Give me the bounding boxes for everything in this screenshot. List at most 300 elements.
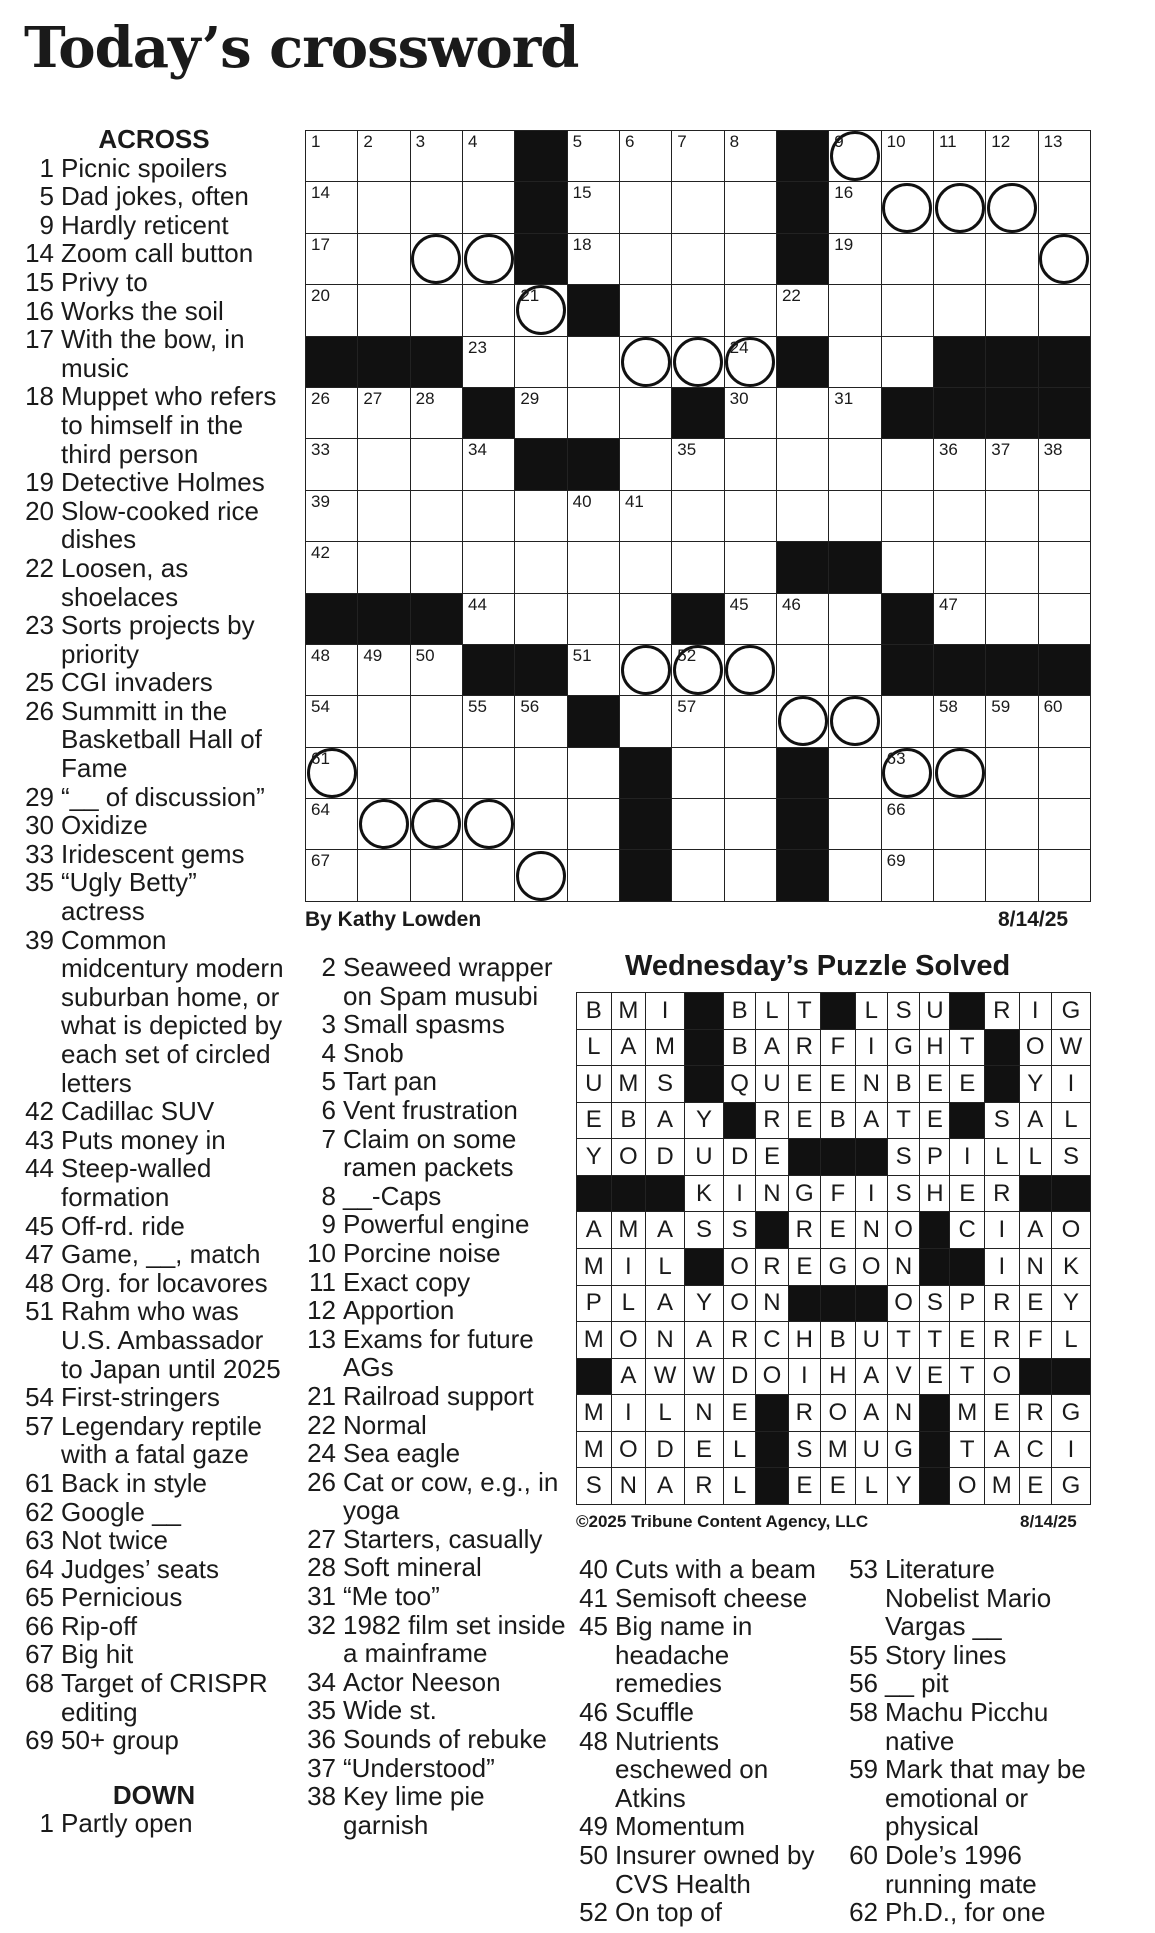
clue-text: Powerful engine — [343, 1209, 530, 1240]
black-square — [881, 644, 933, 695]
grid-cell[interactable] — [619, 542, 671, 593]
cell-number: 51 — [572, 645, 592, 665]
grid-cell[interactable] — [306, 387, 358, 438]
black-square — [515, 233, 567, 284]
grid-cell[interactable] — [306, 490, 358, 541]
grid-cell[interactable] — [358, 387, 410, 438]
grid-cell[interactable] — [881, 336, 933, 387]
grid-cell[interactable] — [306, 799, 358, 850]
clue-text: Literature Nobelist Mario Vargas __ — [885, 1554, 1052, 1642]
grid-cell[interactable] — [306, 542, 358, 593]
clue-number: 25 — [25, 667, 54, 698]
grid-cell[interactable] — [933, 233, 985, 284]
grid-cell[interactable] — [306, 285, 358, 336]
answer-letter: R — [985, 1285, 1020, 1322]
grid-cell[interactable] — [358, 233, 410, 284]
grid-cell[interactable] — [986, 285, 1038, 336]
clue-text: Actor Neeson — [343, 1666, 501, 1697]
grid-cell[interactable] — [829, 747, 881, 798]
grid-cell[interactable] — [881, 696, 933, 747]
grid-cell[interactable] — [567, 542, 619, 593]
grid-cell[interactable] — [672, 799, 724, 850]
clue-item — [304, 1668, 566, 1697]
answer-letter: I — [611, 1395, 646, 1432]
grid-cell[interactable] — [672, 233, 724, 284]
answer-letter: G — [788, 1175, 820, 1212]
answer-letter: I — [646, 993, 685, 1030]
cell-number: 52 — [677, 645, 697, 665]
grid-cell[interactable] — [881, 542, 933, 593]
grid-cell[interactable] — [619, 336, 671, 387]
grid-cell[interactable] — [410, 387, 462, 438]
circle-mark — [621, 645, 671, 695]
grid-cell[interactable] — [306, 696, 358, 747]
grid-cell[interactable] — [776, 439, 828, 490]
grid-cell[interactable] — [1038, 182, 1090, 233]
circle-mark — [516, 851, 566, 901]
black-square — [567, 439, 619, 490]
grid-cell[interactable] — [410, 747, 462, 798]
clue-number: 15 — [25, 266, 54, 297]
grid-cell[interactable] — [619, 593, 671, 644]
clue-item — [24, 1469, 284, 1498]
cell-number: 16 — [834, 183, 854, 203]
clue-item — [304, 1182, 566, 1211]
grid-cell[interactable] — [567, 747, 619, 798]
answer-letter: O — [1019, 1029, 1051, 1066]
grid-cell[interactable] — [672, 131, 724, 182]
grid-cell[interactable] — [776, 593, 828, 644]
grid-cell[interactable] — [515, 387, 567, 438]
grid-cell[interactable] — [724, 542, 776, 593]
answer-letter: M — [577, 1431, 612, 1468]
black-square — [685, 993, 724, 1030]
answer-letter: T — [950, 1431, 985, 1468]
circle-mark — [411, 799, 461, 849]
grid-cell[interactable] — [829, 233, 881, 284]
answer-letter: M — [611, 1066, 646, 1103]
grid-cell[interactable] — [358, 644, 410, 695]
grid-cell[interactable] — [724, 850, 776, 902]
grid-cell[interactable] — [358, 542, 410, 593]
grid-cell[interactable] — [410, 490, 462, 541]
cell-number: 27 — [363, 388, 383, 408]
grid-cell[interactable] — [358, 696, 410, 747]
grid-cell[interactable] — [1038, 799, 1090, 850]
answer-letter: H — [788, 1322, 820, 1359]
clue-text: Privy to — [61, 266, 148, 297]
grid-cell[interactable] — [619, 644, 671, 695]
grid-cell[interactable] — [724, 182, 776, 233]
grid-cell[interactable] — [776, 285, 828, 336]
grid-cell[interactable] — [933, 542, 985, 593]
grid-cell[interactable] — [986, 542, 1038, 593]
grid-cell[interactable] — [986, 439, 1038, 490]
grid-cell[interactable] — [462, 182, 514, 233]
clue-number: 58 — [849, 1696, 878, 1727]
circle-mark — [621, 337, 671, 387]
grid-cell[interactable] — [933, 131, 985, 182]
grid-cell[interactable] — [1038, 850, 1090, 902]
grid-cell[interactable] — [672, 696, 724, 747]
grid-cell[interactable] — [619, 439, 671, 490]
clue-item — [24, 1669, 284, 1726]
grid-cell[interactable] — [410, 644, 462, 695]
grid-cell[interactable] — [462, 439, 514, 490]
clue-item — [846, 1755, 1091, 1841]
answer-letter: D — [723, 1358, 755, 1395]
clue-text: Rip-off — [61, 1610, 138, 1641]
grid-cell[interactable] — [1038, 747, 1090, 798]
answer-letter: T — [950, 1029, 985, 1066]
answer-letter: N — [887, 1395, 919, 1432]
grid-cell[interactable] — [515, 850, 567, 902]
clue-item — [24, 554, 284, 611]
grid-cell[interactable] — [410, 850, 462, 902]
circle-mark — [882, 183, 932, 233]
clue-number: 7 — [321, 1123, 336, 1154]
grid-cell[interactable] — [672, 182, 724, 233]
grid-cell[interactable] — [462, 336, 514, 387]
grid-cell[interactable] — [724, 799, 776, 850]
grid-cell[interactable] — [567, 850, 619, 902]
answer-letter: F — [821, 1029, 856, 1066]
clue-item — [24, 468, 284, 497]
grid-cell[interactable] — [515, 593, 567, 644]
grid-cell[interactable] — [1038, 131, 1090, 182]
crossword-grid[interactable] — [305, 130, 1091, 902]
grid-cell[interactable] — [672, 336, 724, 387]
grid-cell[interactable] — [933, 799, 985, 850]
grid-cell[interactable] — [410, 233, 462, 284]
grid-cell[interactable] — [462, 285, 514, 336]
grid-cell[interactable] — [829, 696, 881, 747]
circle-mark — [935, 183, 985, 233]
grid-cell[interactable] — [881, 285, 933, 336]
grid-cell[interactable] — [358, 799, 410, 850]
answer-letter: N — [855, 1212, 887, 1249]
grid-cell[interactable] — [776, 490, 828, 541]
grid-cell[interactable] — [881, 233, 933, 284]
black-square — [723, 1102, 755, 1139]
grid-cell[interactable] — [986, 182, 1038, 233]
grid-cell[interactable] — [567, 644, 619, 695]
down-clue-list-4 — [846, 1555, 1091, 1927]
grid-cell[interactable] — [358, 285, 410, 336]
clue-item — [24, 1383, 284, 1412]
grid-cell[interactable] — [829, 593, 881, 644]
black-square — [855, 1285, 887, 1322]
cell-number: 1 — [311, 132, 321, 151]
answer-letter: R — [1019, 1395, 1051, 1432]
grid-cell[interactable] — [462, 747, 514, 798]
grid-cell[interactable] — [881, 182, 933, 233]
grid-cell[interactable] — [724, 336, 776, 387]
cell-number: 6 — [624, 132, 635, 151]
answer-letter: T — [920, 1322, 950, 1359]
clue-item — [846, 1641, 1091, 1670]
answer-letter: B — [611, 1102, 646, 1139]
grid-cell[interactable] — [619, 182, 671, 233]
grid-cell[interactable] — [776, 644, 828, 695]
clue-item — [846, 1898, 1091, 1927]
clue-number: 38 — [307, 1781, 336, 1812]
grid-cell[interactable] — [306, 439, 358, 490]
grid-cell[interactable] — [410, 542, 462, 593]
clue-text: Insurer owned by CVS Health — [615, 1839, 815, 1899]
clue-item — [304, 1411, 566, 1440]
answer-letter: O — [855, 1248, 887, 1285]
circle-mark — [987, 183, 1037, 233]
answer-letter: A — [1019, 1212, 1051, 1249]
clue-item — [24, 1240, 284, 1269]
grid-cell[interactable] — [619, 387, 671, 438]
grid-cell[interactable] — [933, 850, 985, 902]
grid-cell[interactable] — [1038, 285, 1090, 336]
answer-letter: O — [887, 1212, 919, 1249]
black-square — [829, 542, 881, 593]
grid-cell[interactable] — [986, 850, 1038, 902]
answer-letter: C — [756, 1322, 788, 1359]
grid-cell[interactable] — [515, 799, 567, 850]
grid-cell[interactable] — [724, 490, 776, 541]
grid-cell[interactable] — [358, 131, 410, 182]
clue-item — [304, 1296, 566, 1325]
clue-number: 5 — [321, 1066, 336, 1097]
grid-cell[interactable] — [933, 747, 985, 798]
grid-cell[interactable] — [567, 336, 619, 387]
clue-item — [576, 1584, 841, 1613]
grid-cell[interactable] — [1038, 542, 1090, 593]
answer-letter: I — [1019, 993, 1051, 1030]
grid-cell[interactable] — [724, 593, 776, 644]
grid-cell[interactable] — [672, 644, 724, 695]
grid-cell[interactable] — [515, 747, 567, 798]
grid-cell[interactable] — [619, 285, 671, 336]
grid-cell[interactable] — [358, 182, 410, 233]
grid-cell[interactable] — [724, 285, 776, 336]
grid-cell[interactable] — [829, 285, 881, 336]
grid-cell[interactable] — [306, 850, 358, 902]
grid-cell[interactable] — [1038, 593, 1090, 644]
cell-number: 38 — [1043, 440, 1063, 460]
clue-number: 8 — [321, 1180, 336, 1211]
cell-number: 49 — [363, 645, 383, 665]
answer-letter: N — [887, 1248, 919, 1285]
grid-cell[interactable] — [515, 285, 567, 336]
grid-cell[interactable] — [829, 387, 881, 438]
grid-cell[interactable] — [567, 799, 619, 850]
answer-letter: E — [756, 1139, 788, 1176]
black-square — [515, 131, 567, 182]
clue-number: 33 — [25, 838, 54, 869]
grid-cell[interactable] — [515, 696, 567, 747]
grid-cell[interactable] — [986, 490, 1038, 541]
clue-text: __-Caps — [343, 1180, 442, 1211]
down-clues-col4 — [846, 1555, 1091, 1927]
grid-cell[interactable] — [881, 747, 933, 798]
grid-cell[interactable] — [567, 182, 619, 233]
grid-cell[interactable] — [462, 799, 514, 850]
grid-cell[interactable] — [462, 542, 514, 593]
grid-cell[interactable] — [724, 644, 776, 695]
grid-cell[interactable] — [881, 799, 933, 850]
down-clues-col3 — [576, 1555, 841, 1927]
grid-cell[interactable] — [567, 490, 619, 541]
grid-cell[interactable] — [1038, 233, 1090, 284]
grid-cell[interactable] — [410, 799, 462, 850]
circle-mark — [673, 337, 723, 387]
grid-cell[interactable] — [881, 131, 933, 182]
clue-text: Snob — [343, 1037, 404, 1068]
grid-cell[interactable] — [829, 131, 881, 182]
grid-cell[interactable] — [881, 439, 933, 490]
cell-number: 63 — [886, 748, 906, 768]
clue-item — [846, 1669, 1091, 1698]
grid-cell[interactable] — [358, 747, 410, 798]
grid-cell[interactable] — [306, 182, 358, 233]
answer-letter: R — [756, 1248, 788, 1285]
grid-cell[interactable] — [410, 131, 462, 182]
grid-cell[interactable] — [462, 850, 514, 902]
grid-cell[interactable] — [619, 131, 671, 182]
clue-number: 23 — [25, 610, 54, 641]
grid-cell[interactable] — [567, 387, 619, 438]
grid-cell[interactable] — [724, 696, 776, 747]
grid-cell[interactable] — [933, 696, 985, 747]
grid-cell[interactable] — [1038, 696, 1090, 747]
clue-item — [24, 1526, 284, 1555]
grid-cell[interactable] — [358, 850, 410, 902]
grid-cell[interactable] — [829, 799, 881, 850]
grid-cell[interactable] — [933, 439, 985, 490]
clue-item — [576, 1555, 841, 1584]
grid-cell[interactable] — [358, 439, 410, 490]
grid-cell[interactable] — [986, 131, 1038, 182]
clue-number: 6 — [321, 1094, 336, 1125]
answer-letter: U — [756, 1066, 788, 1103]
clue-item — [24, 325, 284, 382]
clue-item — [24, 697, 284, 783]
grid-cell[interactable] — [829, 490, 881, 541]
grid-cell[interactable] — [567, 233, 619, 284]
grid-cell[interactable] — [672, 850, 724, 902]
grid-cell[interactable] — [986, 233, 1038, 284]
clue-text: Off-rd. ride — [61, 1210, 185, 1241]
grid-cell[interactable] — [724, 131, 776, 182]
grid-cell[interactable] — [776, 696, 828, 747]
grid-cell[interactable] — [881, 850, 933, 902]
cell-number: 20 — [311, 286, 330, 306]
clue-number: 26 — [307, 1466, 336, 1497]
black-square — [920, 1212, 950, 1249]
grid-cell[interactable] — [829, 850, 881, 902]
grid-cell[interactable] — [306, 131, 358, 182]
clue-item — [24, 154, 284, 183]
black-square — [672, 387, 724, 438]
grid-cell[interactable] — [933, 285, 985, 336]
answer-letter: A — [646, 1468, 685, 1505]
answer-letter: O — [723, 1285, 755, 1322]
grid-cell[interactable] — [672, 439, 724, 490]
clue-text: Dad jokes, often — [61, 181, 249, 212]
grid-cell[interactable] — [829, 439, 881, 490]
grid-cell[interactable] — [933, 182, 985, 233]
grid-cell[interactable] — [724, 233, 776, 284]
grid-cell[interactable] — [672, 490, 724, 541]
black-square — [788, 1285, 820, 1322]
cell-number: 8 — [729, 132, 740, 151]
black-square — [855, 1139, 887, 1176]
grid-cell[interactable] — [829, 182, 881, 233]
grid-cell[interactable] — [724, 387, 776, 438]
grid-cell[interactable] — [567, 593, 619, 644]
grid-cell[interactable] — [410, 285, 462, 336]
grid-cell[interactable] — [986, 747, 1038, 798]
grid-cell[interactable] — [1038, 490, 1090, 541]
clue-number: 68 — [25, 1668, 54, 1699]
grid-cell[interactable] — [829, 644, 881, 695]
grid-cell[interactable] — [306, 233, 358, 284]
black-square — [756, 1212, 788, 1249]
grid-cell[interactable] — [672, 747, 724, 798]
black-square — [619, 850, 671, 902]
grid-cell[interactable] — [306, 644, 358, 695]
grid-cell[interactable] — [515, 542, 567, 593]
grid-cell[interactable] — [619, 490, 671, 541]
grid-cell[interactable] — [986, 696, 1038, 747]
grid-cell[interactable] — [776, 387, 828, 438]
grid-cell[interactable] — [829, 336, 881, 387]
grid-cell[interactable] — [567, 131, 619, 182]
grid-cell[interactable] — [1038, 439, 1090, 490]
grid-cell[interactable] — [515, 490, 567, 541]
answer-letter: G — [1051, 1468, 1090, 1505]
grid-cell[interactable] — [462, 131, 514, 182]
clue-number: 9 — [321, 1209, 336, 1240]
grid-cell[interactable] — [724, 439, 776, 490]
clue-number: 26 — [25, 695, 54, 726]
grid-cell[interactable] — [462, 593, 514, 644]
grid-cell[interactable] — [462, 233, 514, 284]
grid-cell[interactable] — [933, 490, 985, 541]
answer-letter: S — [788, 1431, 820, 1468]
grid-cell[interactable] — [672, 542, 724, 593]
grid-cell[interactable] — [619, 233, 671, 284]
grid-cell[interactable] — [358, 490, 410, 541]
clue-text: Starters, casually — [343, 1523, 543, 1554]
grid-cell[interactable] — [515, 336, 567, 387]
answer-letter: I — [950, 1139, 985, 1176]
grid-cell[interactable] — [986, 593, 1038, 644]
grid-cell[interactable] — [462, 490, 514, 541]
clue-number: 55 — [849, 1639, 878, 1670]
answer-letter: M — [577, 1322, 612, 1359]
grid-cell[interactable] — [410, 182, 462, 233]
grid-cell[interactable] — [881, 490, 933, 541]
grid-cell[interactable] — [410, 696, 462, 747]
grid-cell[interactable] — [306, 747, 358, 798]
grid-cell[interactable] — [462, 696, 514, 747]
clue-number: 66 — [25, 1610, 54, 1641]
grid-cell[interactable] — [724, 747, 776, 798]
grid-cell[interactable] — [410, 439, 462, 490]
grid-cell[interactable] — [986, 799, 1038, 850]
grid-cell[interactable] — [672, 285, 724, 336]
grid-cell[interactable] — [619, 696, 671, 747]
grid-cell[interactable] — [933, 593, 985, 644]
answer-letter: A — [1019, 1102, 1051, 1139]
